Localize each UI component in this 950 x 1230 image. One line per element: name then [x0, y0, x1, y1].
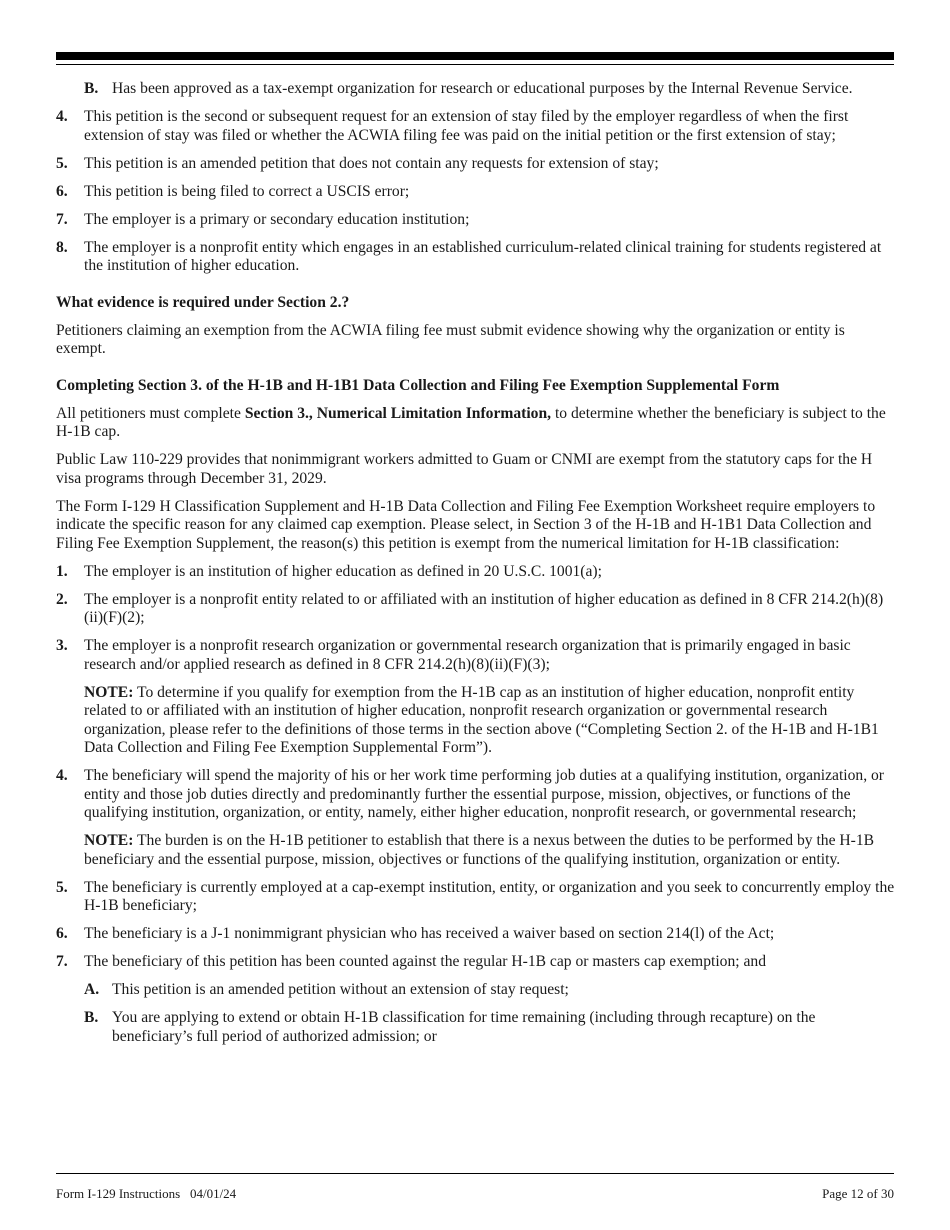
- list-item: [56, 239, 896, 276]
- list-item: [84, 981, 896, 1000]
- list-item: [56, 155, 896, 174]
- list-item: [84, 80, 896, 99]
- section3-paragraph-2: Public Law 110-229 provides that nonimmigrant workers admitted to Guam or CNMI are exempt from the statutory caps for the H visa programs through December 31, 2029.: [56, 451, 873, 487]
- p1-pre: All petitioners must complete: [56, 404, 245, 422]
- item-text: The beneficiary is currently employed at a cap-exempt institution, entity, or organization and you seek to concurrently employ the H-1B beneficiary;: [84, 878, 895, 914]
- item-text: This petition is being filed to correct a USCIS error;: [84, 182, 410, 200]
- item-label: 1.: [56, 562, 68, 580]
- note-text: To determine if you qualify for exemption from the H-1B cap as an institution of higher education, nonprofit entity related to or affiliated with an institution of higher education, nonprofit research organization or governmental research organization, please refer to the definitions of those terms in the section above (“Completing Section 2. of the H-1B and H-1B1 Data Collection and Filing Fee Exemption Supplemental Form”).: [84, 683, 879, 756]
- p1-post: to determine whether the beneficiary is subject to the H-1B cap.: [56, 404, 886, 440]
- section3-heading: Completing Section 3. of the H-1B and H-1B1 Data Collection and Filing Fee Exemption Supplemental Form: [56, 376, 780, 394]
- list-item: [56, 767, 896, 823]
- item-text: The employer is an institution of higher education as defined in 20 U.S.C. 1001(a);: [84, 562, 602, 580]
- list-item: [56, 183, 896, 202]
- item-text: Has been approved as a tax-exempt organization for research or educational purposes by the Internal Revenue Service.: [112, 80, 853, 97]
- item-text: The employer is a nonprofit entity related to or affiliated with an institution of higher education as defined in 8 CFR 214.2(h)(8)(ii)(F)(2);: [84, 590, 884, 626]
- page-content: [56, 80, 896, 1056]
- item-text: This petition is the second or subsequent request for an extension of stay filed by the employer regardless of when the first extension of stay was filed or whether the ACWIA filing fee was paid on the initial petition or the first extension of stay;: [84, 108, 849, 144]
- item-text: The beneficiary is a J-1 nonimmigrant physician who has received a waiver based on section 214(l) of the Act;: [84, 925, 775, 942]
- item-label: A.: [84, 981, 100, 998]
- item-label: B.: [84, 1009, 99, 1026]
- item-label: 5.: [56, 154, 68, 172]
- item-label: 7.: [56, 210, 68, 228]
- list-item: [56, 953, 896, 972]
- note-block: [84, 832, 896, 869]
- item-text: The employer is a nonprofit research organization or governmental research organization that is primarily engaged in basic research and/or applied research as defined in 8 CFR 214.2(h)(8)(ii)(F)(3);: [84, 637, 851, 673]
- item-label: 6.: [56, 925, 68, 942]
- list-item: [56, 637, 896, 674]
- footer-form-id: Form I-129 Instructions 04/01/24: [56, 1186, 237, 1201]
- item-text: The beneficiary of this petition has been counted against the regular H-1B cap or masters cap exemption; and: [84, 953, 766, 970]
- footer-page-number: Page 12 of 30: [822, 1186, 894, 1201]
- item-label: 8.: [56, 238, 68, 256]
- note-text: The burden is on the H-1B petitioner to establish that there is a nexus between the duties to be performed by the H-1B beneficiary and the essential purpose, mission, objectives or functions of the qualifying institution, organization or entity.: [84, 832, 875, 868]
- list-item: [56, 211, 896, 230]
- note-label: NOTE:: [84, 832, 134, 849]
- p1-bold: Section 3., Numerical Limitation Information,: [244, 404, 552, 422]
- item-label: 3.: [56, 637, 68, 654]
- evidence-heading: What evidence is required under Section 2.?: [56, 293, 350, 311]
- note-block: [84, 684, 896, 758]
- item-text: This petition is an amended petition without an extension of stay request;: [112, 981, 569, 998]
- item-label: 4.: [56, 108, 68, 125]
- header-rule-thick: [56, 52, 894, 60]
- header-rule-thin: [56, 64, 894, 65]
- item-label: 2.: [56, 590, 68, 608]
- item-text: The employer is a primary or secondary education institution;: [84, 210, 470, 228]
- list-item: [84, 1009, 896, 1046]
- list-item: [56, 108, 896, 145]
- section3-paragraph-3: The Form I-129 H Classification Supplement and H-1B Data Collection and Filing Fee Exemption Worksheet require employers to indicate the specific reason for any claimed cap exemption. Please select, in Section 3 of the H-1B and H-1B1 Data Collection and Filing Fee Exemption Supplement, the reason(s) this petition is exempt from the numerical limitation for H-1B classification:: [56, 497, 876, 552]
- list-item: [56, 563, 896, 582]
- list-item: [56, 591, 896, 628]
- item-text: The employer is a nonprofit entity which engages in an established curriculum-related clinical training for students registered at the institution of higher education.: [84, 238, 882, 274]
- item-text: The beneficiary will spend the majority of his or her work time performing job duties at a qualifying institution, organization, or entity and those job duties directly and predominantly further the essential purpose, mission, objectives, or functions of the qualifying institution, organization, or entity, namely, either higher education, nonprofit research, or governmental research;: [84, 767, 885, 821]
- list-item: [56, 925, 896, 944]
- item-label: 6.: [56, 182, 68, 200]
- footer-rule: [56, 1173, 894, 1174]
- item-label: 4.: [56, 767, 68, 784]
- item-label: 7.: [56, 953, 68, 970]
- item-text: This petition is an amended petition that does not contain any requests for extension of stay;: [84, 154, 659, 172]
- list-item: [56, 879, 896, 916]
- evidence-text: Petitioners claiming an exemption from the ACWIA filing fee must submit evidence showing why the organization or entity is exempt.: [56, 321, 845, 357]
- item-label: 5.: [56, 878, 68, 896]
- item-label: B.: [84, 80, 99, 97]
- section3-paragraph-1: [56, 405, 896, 442]
- item-text: You are applying to extend or obtain H-1B classification for time remaining (including through recapture) on the beneficiary’s full period of authorized admission; or: [112, 1009, 816, 1045]
- note-label: NOTE:: [84, 683, 134, 701]
